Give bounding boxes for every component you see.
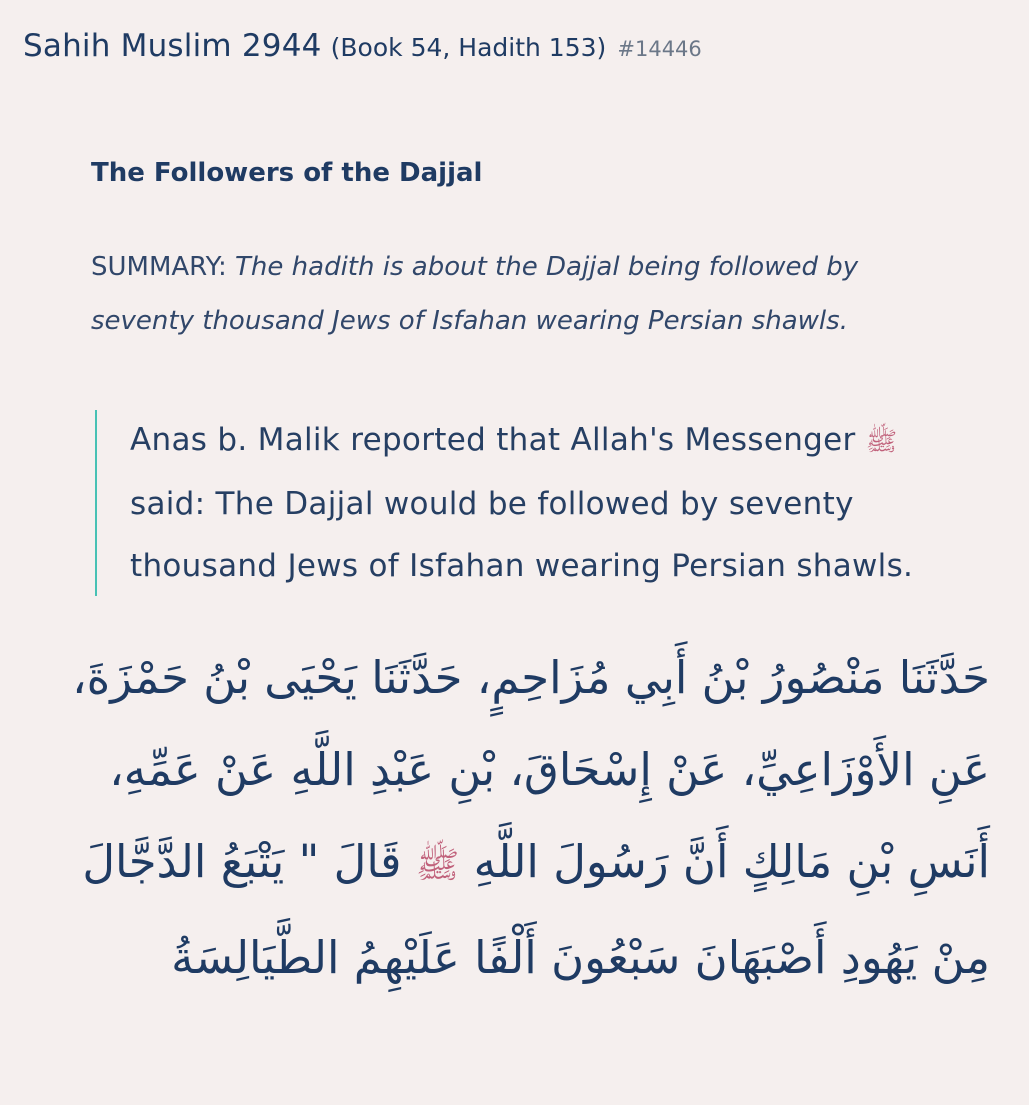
chapter-title: The Followers of the Dajjal (91, 158, 483, 188)
hadith-id: #14446 (617, 37, 702, 61)
arabic-line-3-part2: قَالَ " يَتْبَعُ الدَّجَّالَ (82, 835, 402, 888)
english-translation (130, 409, 977, 597)
english-text-part2: said: The Dajjal would be followed by seventy thousand Jews of Isfahan wearing Persian shawls. (130, 486, 914, 584)
arabic-line-2: عَنِ الأَوْزَاعِيِّ، عَنْ إِسْحَاقَ، بْنِ عَبْدِ اللَّهِ عَنْ عَمِّهِ، (109, 743, 990, 796)
arabic-line-4: مِنْ يَهُودِ أَصْبَهَانَ سَبْعُونَ أَلْفًا عَلَيْهِمُ الطَّيَالِسَةُ (171, 931, 990, 984)
summary-label: SUMMARY: (91, 252, 227, 282)
summary-block (91, 240, 921, 348)
english-text-part1: Anas b. Malik reported that Allah's Messenger (130, 422, 856, 458)
summary-text: The hadith is about the Dajjal being followed by seventy thousand Jews of Isfahan wearing Persian shawls. (91, 252, 859, 336)
arabic-line-3-part1: أَنَسِ بْنِ مَالِكٍ أَنَّ رَسُولَ اللَّهِ (473, 835, 990, 888)
arabic-line-3 (40, 816, 990, 912)
collection-reference[interactable]: Sahih Muslim 2944 (23, 28, 322, 64)
honorific-icon: ﷺ (865, 427, 898, 457)
book-hadith-reference: (Book 54, Hadith 153) (330, 33, 607, 62)
hadith-header (23, 28, 702, 64)
english-translation-block (95, 410, 977, 596)
arabic-line-1: حَدَّثَنَا مَنْصُورُ بْنُ أَبِي مُزَاحِمٍ، حَدَّثَنَا يَحْيَى بْنُ حَمْزَةَ، (72, 651, 990, 704)
arabic-text-block (40, 632, 990, 1004)
arabic-honorific-icon: ﷺ (415, 845, 460, 886)
